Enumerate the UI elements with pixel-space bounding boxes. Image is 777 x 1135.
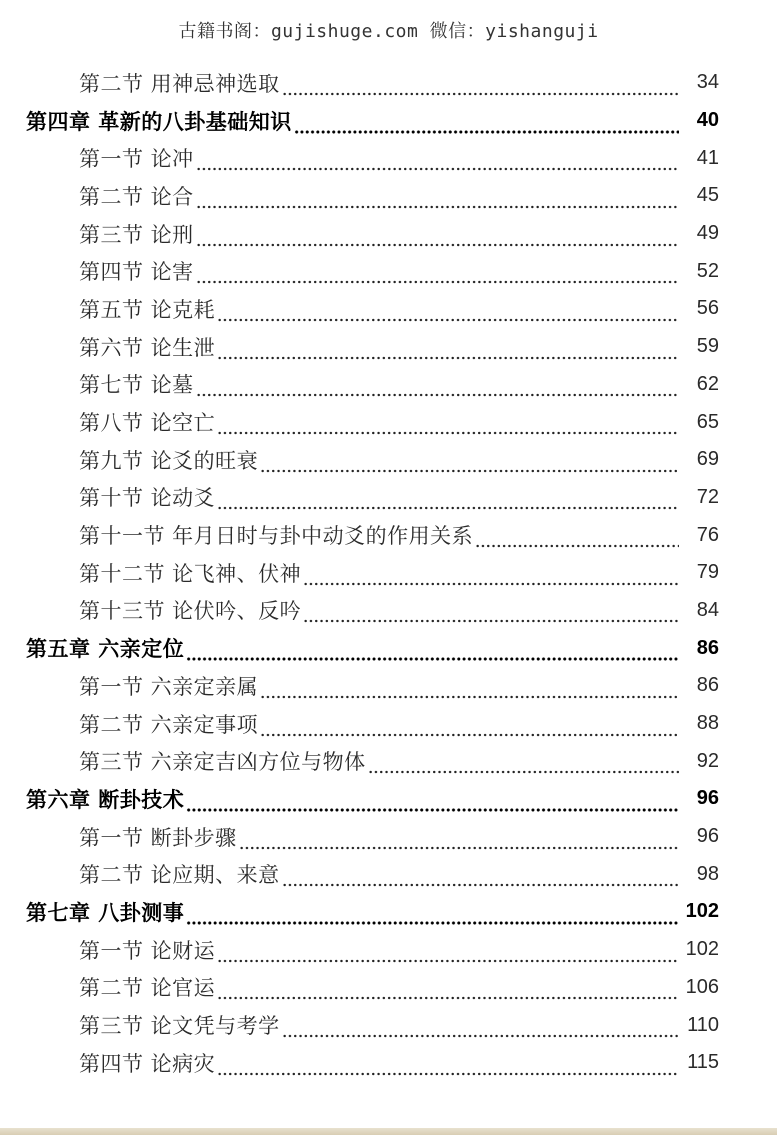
toc-dot-leader <box>196 151 679 171</box>
toc-dot-leader <box>260 717 679 737</box>
toc-page-number: 86 <box>696 636 719 659</box>
toc-section-entry[interactable] <box>0 64 777 102</box>
toc-page-number: 92 <box>696 749 719 772</box>
toc-entry-title: 第十一节 年月日时与卦中动爻的作用关系 <box>79 524 474 549</box>
toc-dot-leader <box>217 415 679 435</box>
toc-entry-title: 第七节 论墓 <box>79 373 194 398</box>
toc-chapter-entry[interactable] <box>0 893 777 931</box>
toc-entry-title: 第四节 论病灾 <box>79 1051 216 1076</box>
toc-section-entry[interactable] <box>0 1006 777 1044</box>
toc-page-number: 115 <box>687 1051 719 1074</box>
toc-page-number: 41 <box>696 146 719 169</box>
toc-section-entry[interactable] <box>0 328 777 366</box>
toc-entry-title: 第二节 六亲定事项 <box>79 712 259 737</box>
toc-page-number: 72 <box>696 485 719 508</box>
toc-entry-title: 第一节 断卦步骤 <box>79 825 237 850</box>
toc-dot-leader <box>217 1056 679 1076</box>
toc-section-entry[interactable] <box>0 592 777 630</box>
toc-dot-leader <box>282 76 679 96</box>
toc-page-number: 76 <box>696 523 719 546</box>
toc-section-entry[interactable] <box>0 855 777 893</box>
toc-page-number: 96 <box>696 825 719 848</box>
toc-section-entry[interactable] <box>0 479 777 517</box>
toc-section-entry[interactable] <box>0 818 777 856</box>
toc-dot-leader <box>260 453 679 473</box>
toc-chapter-entry[interactable] <box>0 629 777 667</box>
toc-entry-title: 第十三节 论伏吟、反吟 <box>79 599 302 624</box>
toc-entry-title: 第五节 论克耗 <box>79 297 216 322</box>
toc-dot-leader <box>217 943 679 963</box>
toc-entry-title: 第十二节 论飞神、伏神 <box>79 561 302 586</box>
toc-entry-title: 第一节 六亲定亲属 <box>79 674 259 699</box>
toc-section-entry[interactable] <box>0 366 777 404</box>
toc-dot-leader <box>217 490 679 510</box>
toc-section-entry[interactable] <box>0 969 777 1007</box>
page-header-watermark: 古籍书阁：gujishuge.com 微信：yishanguji <box>178 21 599 42</box>
toc-page-number: 86 <box>696 674 719 697</box>
toc-section-entry[interactable] <box>0 215 777 253</box>
toc-page-number: 98 <box>696 862 719 885</box>
toc-entry-title: 第三节 论文凭与考学 <box>79 1014 280 1039</box>
toc-dot-leader <box>368 754 679 774</box>
toc-page-number: 62 <box>696 372 719 395</box>
toc-dot-leader <box>475 528 679 548</box>
toc-section-entry[interactable] <box>0 705 777 743</box>
toc-page-number: 65 <box>696 410 719 433</box>
toc-entry-title: 第三节 六亲定吉凶方位与物体 <box>79 750 366 775</box>
toc-section-entry[interactable] <box>0 742 777 780</box>
toc-entry-title: 第二节 用神忌神选取 <box>79 71 280 96</box>
toc-page-number: 56 <box>696 297 719 320</box>
toc-chapter-entry[interactable] <box>0 780 777 818</box>
toc-entry-title: 第二节 论官运 <box>79 976 216 1001</box>
toc-dot-leader <box>260 679 679 699</box>
toc-entry-title: 第二节 论应期、来意 <box>79 863 280 888</box>
toc-page-number: 34 <box>696 71 719 94</box>
toc-page-number: 84 <box>696 598 719 621</box>
toc-dot-leader <box>186 641 679 661</box>
page-bottom-edge <box>0 1128 777 1135</box>
toc-section-entry[interactable] <box>0 441 777 479</box>
toc-page-number: 106 <box>685 975 719 998</box>
toc-dot-leader <box>186 792 679 812</box>
toc-section-entry[interactable] <box>0 554 777 592</box>
toc-dot-leader <box>217 302 679 322</box>
toc-dot-leader <box>282 867 679 887</box>
toc-page-number: 45 <box>696 184 719 207</box>
toc-section-entry[interactable] <box>0 931 777 969</box>
toc-entry-title: 第一节 论财运 <box>79 938 216 963</box>
toc-section-entry[interactable] <box>0 177 777 215</box>
toc-dot-leader <box>303 603 679 623</box>
toc-page-number: 69 <box>696 448 719 471</box>
toc-dot-leader <box>217 980 679 1000</box>
toc-page-number: 96 <box>696 787 719 810</box>
toc-entry-title: 第二节 论合 <box>79 184 194 209</box>
toc-entry-title: 第八节 论空亡 <box>79 411 216 436</box>
toc-page-number: 88 <box>696 712 719 735</box>
toc-section-entry[interactable] <box>0 516 777 554</box>
toc-dot-leader <box>196 227 679 247</box>
toc-page-number: 40 <box>696 109 719 132</box>
toc-entry-title: 第九节 论爻的旺衰 <box>79 448 259 473</box>
toc-dot-leader <box>217 340 679 360</box>
toc-entry-title: 第三节 论刑 <box>79 222 194 247</box>
toc-entry-title: 第五章 六亲定位 <box>26 636 185 662</box>
toc-dot-leader <box>186 905 679 925</box>
toc-entry-title: 第六节 论生泄 <box>79 335 216 360</box>
toc-entry-title: 第四节 论害 <box>79 260 194 285</box>
table-of-contents <box>0 64 777 1082</box>
toc-entry-title: 第一节 论冲 <box>79 147 194 172</box>
toc-entry-title: 第十节 论动爻 <box>79 486 216 511</box>
toc-page-number: 110 <box>687 1013 719 1036</box>
toc-dot-leader <box>239 830 679 850</box>
toc-section-entry[interactable] <box>0 403 777 441</box>
toc-dot-leader <box>294 114 679 134</box>
toc-dot-leader <box>282 1018 679 1038</box>
toc-chapter-entry[interactable] <box>0 102 777 140</box>
toc-entry-title: 第七章 八卦测事 <box>26 899 185 925</box>
toc-dot-leader <box>196 377 679 397</box>
toc-page-number: 59 <box>696 335 719 358</box>
toc-page-number: 52 <box>696 259 719 282</box>
toc-entry-title: 第四章 革新的八卦基础知识 <box>26 108 292 134</box>
toc-page-number: 49 <box>696 222 719 245</box>
toc-entry-title: 第六章 断卦技术 <box>26 786 185 812</box>
toc-page-number: 102 <box>685 900 719 923</box>
toc-section-entry[interactable] <box>0 667 777 705</box>
toc-dot-leader <box>303 566 679 586</box>
toc-dot-leader <box>196 189 679 209</box>
toc-page-number: 79 <box>696 561 719 584</box>
toc-dot-leader <box>196 264 679 284</box>
toc-page-number: 102 <box>685 938 719 961</box>
toc-section-entry[interactable] <box>0 139 777 177</box>
toc-section-entry[interactable] <box>0 252 777 290</box>
toc-section-entry[interactable] <box>0 290 777 328</box>
toc-section-entry[interactable] <box>0 1044 777 1082</box>
